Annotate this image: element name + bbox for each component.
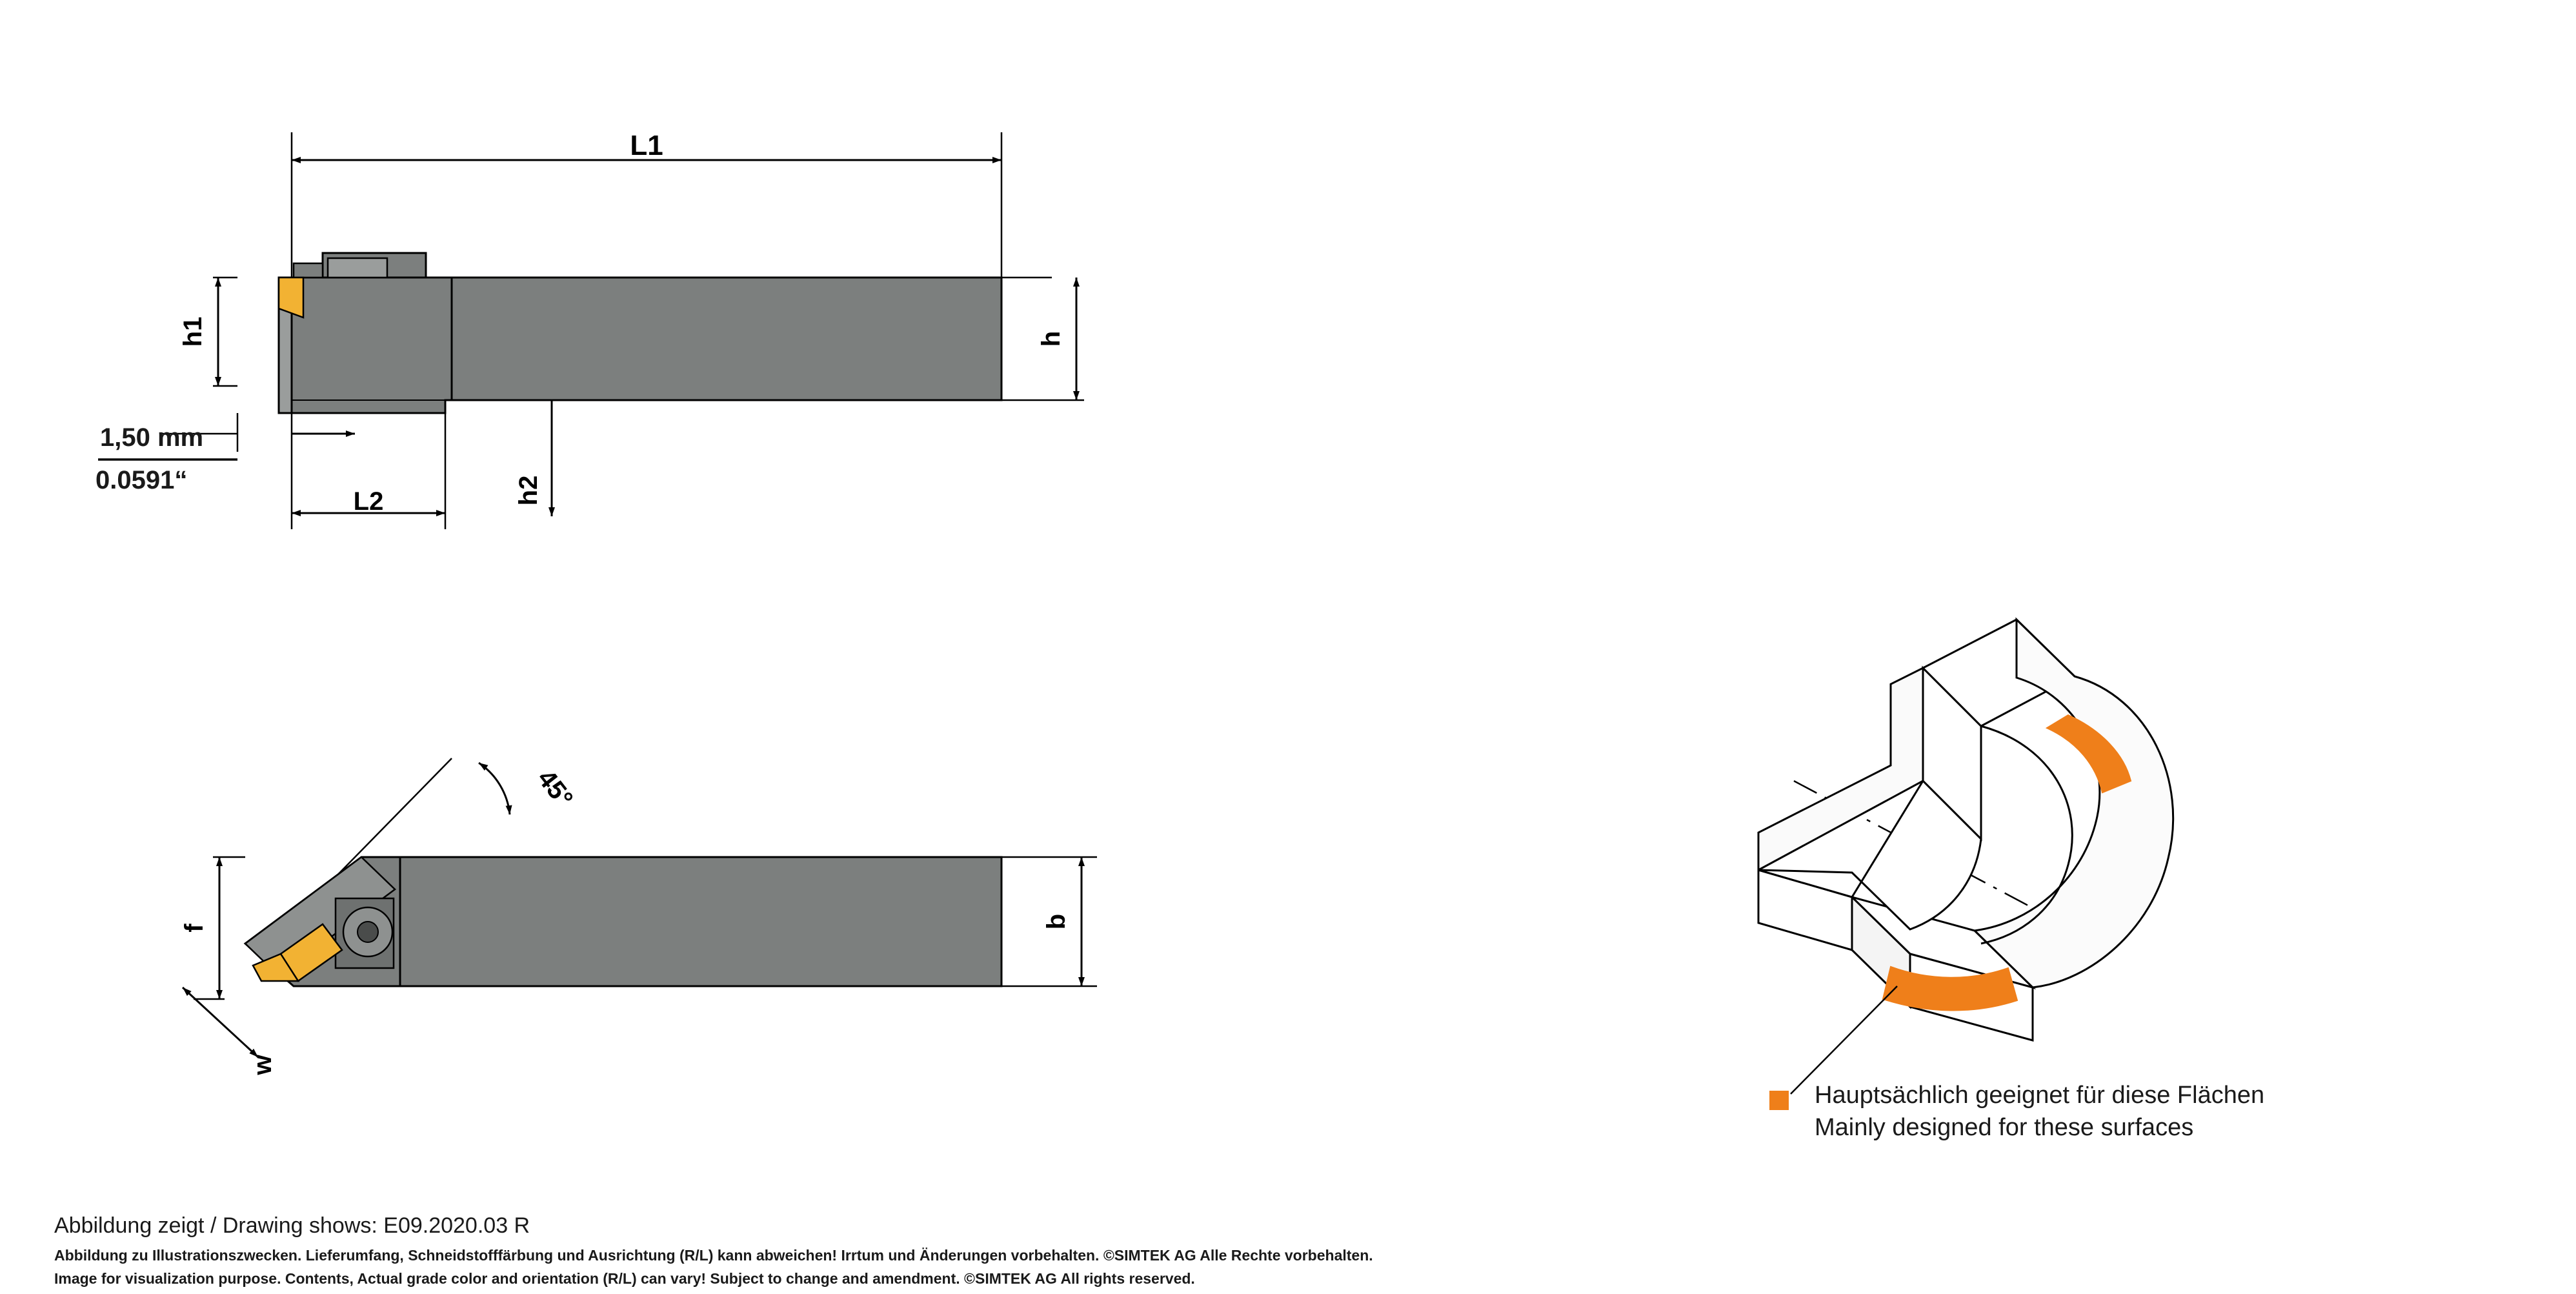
top-view-tool-body	[245, 857, 1001, 986]
footer-disclaimer-de: Abbildung zu Illustrationszwecken. Lieferumfang, Schneidstofffärbung und Ausrichtung (R/L) kann abweichen! Irrtum und Änderungen vorbehalten. ©SIMTEK AG Alle Rechte vorbehalten.	[54, 1247, 1373, 1264]
callout-cut-depth-inch: 0.0591“	[96, 466, 188, 494]
footer-drawing-shows: Abbildung zeigt / Drawing shows: E09.2020.03 R	[54, 1213, 530, 1238]
dimension-label-L1: L1	[630, 130, 663, 161]
side-view-tool-body	[279, 253, 1001, 413]
dimension-label-f: f	[180, 924, 208, 933]
iso-view-group	[1758, 620, 2173, 1094]
side-view-group	[98, 130, 1084, 529]
iso-workpiece	[1758, 620, 2173, 1040]
legend-leader-line	[1791, 986, 1897, 1094]
dimension-label-45deg: 45°	[532, 764, 579, 813]
dimension-label-h1: h1	[179, 316, 207, 347]
dimension-label-w: w	[248, 1055, 277, 1075]
angle-arc-45	[479, 763, 510, 814]
dimension-label-L2: L2	[353, 487, 384, 516]
legend-text-de: Hauptsächlich geeignet für diese Flächen	[1815, 1082, 2265, 1109]
dimension-label-h: h	[1037, 330, 1065, 347]
dimension-label-b: b	[1042, 913, 1071, 930]
callout-cut-depth-mm: 1,50 mm	[100, 423, 204, 452]
dimension-label-h2: h2	[514, 475, 543, 506]
top-view-group	[180, 758, 1097, 1076]
footer-disclaimer-en: Image for visualization purpose. Contents, Actual grade color and orientation (R/L) can vary! Subject to change and amendment. ©SIMTEK AG All rights reserved.	[54, 1270, 1195, 1287]
legend-text-en: Mainly designed for these surfaces	[1815, 1114, 2194, 1141]
legend-color-swatch	[1769, 1091, 1789, 1110]
